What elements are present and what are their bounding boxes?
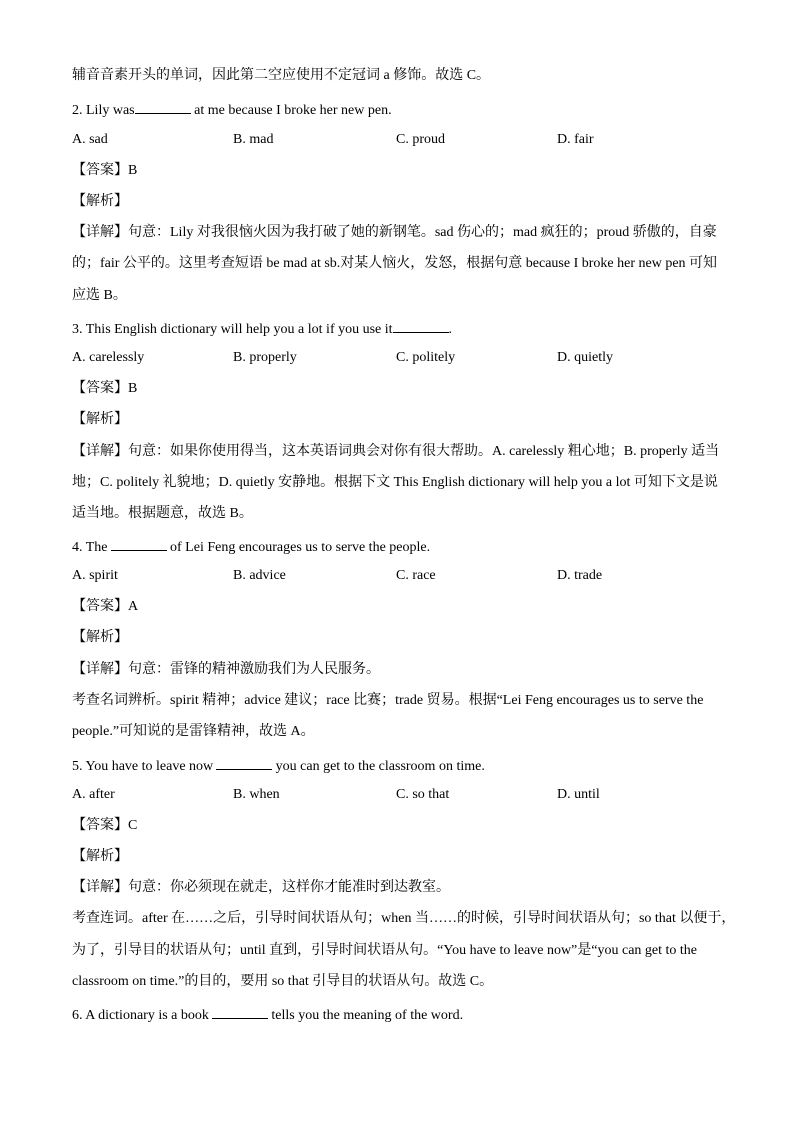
q4-option-d: D. trade (557, 568, 603, 583)
q2-detail-line: 的；fair 公平的。这里考查短语 be mad at sb.对某人恼火，发怒，根据句意 because I broke her new pen 可知 (72, 256, 718, 271)
question-3 (72, 318, 452, 339)
q2-option-c: C. proud (396, 132, 445, 147)
question-5-text-post: you can get to the classroom on time. (272, 759, 485, 774)
q4-analysis-label: 【解析】 (72, 630, 128, 645)
q3-answer: 【答案】B (72, 381, 138, 396)
question-3-text-pre: 3. This English dictionary will help you a lot if you use it (72, 322, 393, 337)
q4-option-b: B. advice (233, 568, 286, 583)
q5-option-b: B. when (233, 787, 280, 802)
q4-detail-line: 考查名词辨析。spirit 精神；advice 建议；race 比赛；trade 贸易。根据“Lei Feng encourages us to serve the (72, 693, 704, 708)
question-2-text-post: at me because I broke her new pen. (190, 103, 392, 118)
q5-option-c: C. so that (396, 787, 450, 802)
question-4-text-post: of Lei Feng encourages us to serve the people. (166, 540, 431, 555)
question-5-text-pre: 5. You have to leave now (72, 759, 214, 774)
answer-blank (212, 1004, 268, 1019)
q2-option-a: A. sad (72, 132, 108, 147)
question-4-text-pre: 4. The (72, 540, 108, 555)
q3-detail-line: 地；C. politely 礼貌地；D. quietly 安静地。根据下文 This English dictionary will help you a lot 可知下文是说 (72, 475, 718, 490)
q5-detail-line: classroom on time.”的目的，要用 so that 引导目的状语从句。故选 C。 (72, 974, 494, 989)
question-2-text-pre: 2. Lily was (72, 103, 135, 118)
intro-line: 辅音音素开头的单词，因此第二空应使用不定冠词 a 修饰。故选 C。 (72, 68, 491, 83)
q2-analysis-label: 【解析】 (72, 194, 128, 209)
q3-option-a: A. carelessly (72, 350, 145, 365)
q5-analysis-label: 【解析】 (72, 849, 128, 864)
question-6 (72, 1004, 463, 1025)
q3-detail-line: 适当地。根据题意，故选 B。 (72, 506, 253, 521)
answer-blank (393, 318, 449, 333)
question-4 (72, 536, 430, 557)
q5-detail-line: 【详解】句意：你必须现在就走，这样你才能准时到达教室。 (72, 880, 450, 895)
q3-detail-line: 【详解】句意：如果你使用得当，这本英语词典会对你有很大帮助。A. carelessly 粗心地；B. properly 适当 (72, 444, 720, 459)
question-6-text-post: tells you the meaning of the word. (267, 1008, 464, 1023)
q2-answer: 【答案】B (72, 163, 138, 178)
q4-answer: 【答案】A (72, 599, 139, 614)
q3-analysis-label: 【解析】 (72, 412, 128, 427)
q5-option-a: A. after (72, 787, 115, 802)
q5-option-d: D. until (557, 787, 600, 802)
q3-option-b: B. properly (233, 350, 297, 365)
q2-option-d: D. fair (557, 132, 594, 147)
q3-option-d: D. quietly (557, 350, 613, 365)
q2-detail-line: 应选 B。 (72, 288, 127, 303)
q4-detail-line: people.”可知说的是雷锋精神，故选 A。 (72, 724, 315, 739)
question-3-text-post: . (448, 322, 453, 337)
q5-detail-line: 考查连词。after 在……之后，引导时间状语从句；when 当……的时候，引导时间状语从句；so that 以便于， (72, 911, 736, 926)
question-6-text-pre: 6. A dictionary is a book (72, 1008, 209, 1023)
q3-option-c: C. politely (396, 350, 456, 365)
answer-blank (111, 536, 167, 551)
q2-option-b: B. mad (233, 132, 274, 147)
q5-answer: 【答案】C (72, 818, 138, 833)
q5-detail-line: 为了，引导目的状语从句；until 直到，引导时间状语从句。“You have to leave now”是“you can get to the (72, 943, 698, 958)
q4-option-a: A. spirit (72, 568, 118, 583)
q4-option-c: C. race (396, 568, 436, 583)
answer-blank (216, 755, 272, 770)
answer-blank (135, 99, 191, 114)
question-5 (72, 755, 485, 776)
q2-detail-line: 【详解】句意：Lily 对我很恼火因为我打破了她的新钢笔。sad 伤心的；mad 疯狂的；proud 骄傲的，自豪 (72, 225, 717, 240)
question-2 (72, 99, 392, 120)
q4-detail-line: 【详解】句意：雷锋的精神激励我们为人民服务。 (72, 662, 380, 677)
